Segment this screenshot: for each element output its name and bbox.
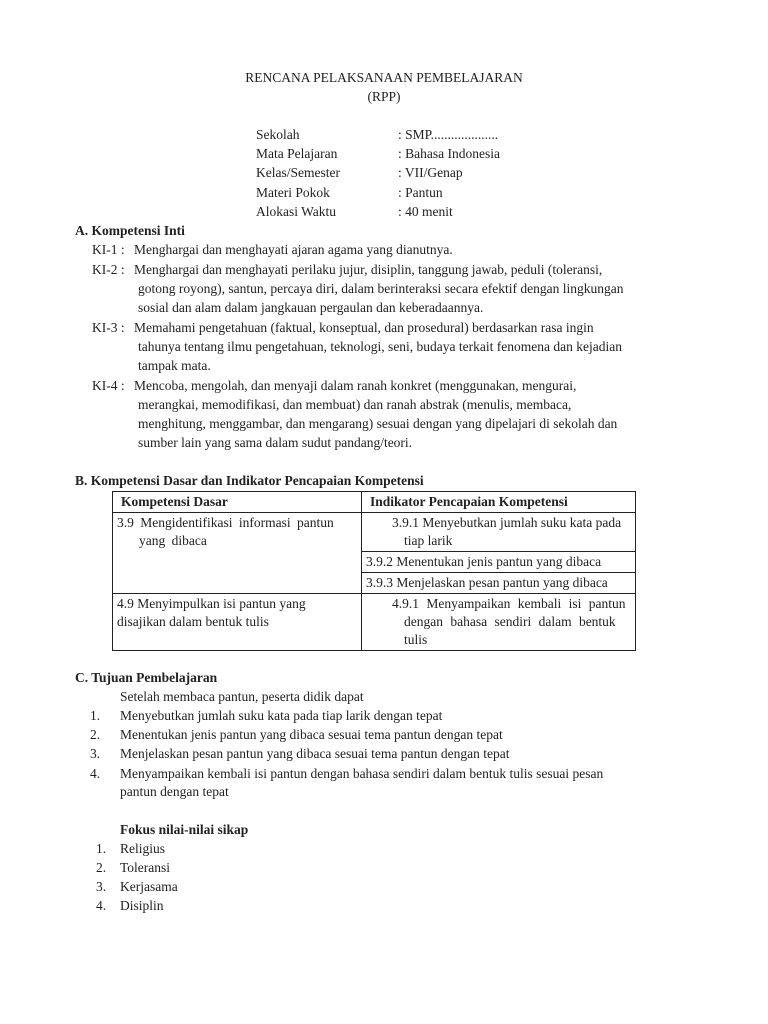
- list-number: 2.: [96, 860, 107, 875]
- kd-cell: 3.9 Mengidentifikasi informasi pantun yang dibaca: [113, 513, 362, 594]
- ipk-cell: 4.9.1 Menyampaikan kembali isi pantun dengan bahasa sendiri dalam bentuk tulis: [362, 594, 636, 651]
- list-number: 2.: [90, 727, 101, 742]
- list-number: 1.: [90, 708, 101, 723]
- list-item: Kerjasama: [120, 879, 178, 894]
- identity-value: : Pantun: [398, 185, 443, 200]
- ki-text-line: gotong royong), santun, percaya diri, dalam berinteraksi secara efektif dengan lingkungan: [138, 281, 624, 296]
- list-number: 4.: [90, 766, 101, 781]
- identity-value: : VII/Genap: [398, 165, 463, 180]
- ipk-cell: 3.9.2 Menentukan jenis pantun yang dibaca: [362, 552, 636, 573]
- ki-text-line: tampak mata.: [138, 358, 211, 373]
- kd-cell: 4.9 Menyimpulkan isi pantun yang disajikan dalam bentuk tulis: [113, 594, 362, 651]
- list-item: pantun dengan tepat: [120, 784, 229, 799]
- table-header-row: [113, 492, 636, 513]
- document-subtitle: (RPP): [367, 89, 401, 104]
- list-number: 1.: [96, 841, 107, 856]
- identity-label: Kelas/Semester: [256, 165, 340, 180]
- section-c-intro: Setelah membaca pantun, peserta didik dapat: [120, 689, 364, 704]
- table-row: [113, 513, 636, 552]
- list-item: Religius: [120, 841, 166, 856]
- document-title: RENCANA PELAKSANAAN PEMBELAJARAN: [245, 70, 523, 85]
- ki-code: KI-3 :: [92, 320, 125, 335]
- list-item: Menentukan jenis pantun yang dibaca sesuai tema pantun dengan tepat: [120, 727, 503, 742]
- table-header-cell: Indikator Pencapaian Kompetensi: [362, 492, 636, 513]
- list-item: Menyampaikan kembali isi pantun dengan bahasa sendiri dalam bentuk tulis sesuai pesan: [120, 766, 604, 781]
- identity-value: : SMP....................: [398, 127, 499, 142]
- list-item: Menyebutkan jumlah suku kata pada tiap larik dengan tepat: [120, 708, 443, 723]
- section-a-heading: A. Kompetensi Inti: [75, 223, 185, 238]
- ki-text-line: sumber lain yang sama dalam sudut pandang/teori.: [138, 435, 413, 450]
- ki-text-line: tahunya tentang ilmu pengetahuan, teknologi, seni, budaya terkait fenomena dan kejadian: [138, 339, 622, 354]
- list-item: Menjelaskan pesan pantun yang dibaca sesuai tema pantun dengan tepat: [120, 746, 510, 761]
- ki-text-line: merangkai, memodifikasi, dan membuat) dan ranah abstrak (menulis, membaca,: [138, 397, 572, 412]
- ki-code: KI-4 :: [92, 378, 125, 393]
- list-number: 3.: [96, 879, 107, 894]
- table-row: [113, 594, 636, 651]
- identity-label: Mata Pelajaran: [256, 146, 338, 161]
- identity-value: : Bahasa Indonesia: [398, 146, 500, 161]
- ki-code: KI-2 :: [92, 262, 125, 277]
- identity-label: Alokasi Waktu: [256, 204, 337, 219]
- ki-text-line: sosial dan alam dalam jangkauan pergaulan dan keberadaannya.: [138, 300, 484, 315]
- ki-text-line: menghitung, menggambar, dan mengarang) sesuai dengan yang dipelajari di sekolah dan: [138, 416, 618, 431]
- list-number: 4.: [96, 898, 107, 913]
- list-item: Disiplin: [120, 898, 164, 913]
- list-number: 3.: [90, 746, 101, 761]
- ipk-cell: 3.9.1 Menyebutkan jumlah suku kata pada tiap larik: [362, 513, 636, 552]
- section-b-heading: B. Kompetensi Dasar dan Indikator Pencapaian Kompetensi: [75, 473, 424, 488]
- identity-label: Sekolah: [256, 127, 300, 142]
- list-item: Toleransi: [120, 860, 171, 875]
- ki-text-line: Menghargai dan menghayati perilaku jujur, disiplin, tanggung jawab, peduli (toleransi,: [134, 262, 603, 277]
- table-header-cell: Kompetensi Dasar: [113, 492, 362, 513]
- ki-text-line: Memahami pengetahuan (faktual, konseptual, dan prosedural) berdasarkan rasa ingin: [134, 320, 594, 335]
- section-c-heading: C. Tujuan Pembelajaran: [75, 670, 218, 685]
- ki-text-line: Menghargai dan menghayati ajaran agama yang dianutnya.: [134, 242, 453, 257]
- ipk-cell: 3.9.3 Menjelaskan pesan pantun yang dibaca: [362, 573, 636, 594]
- ki-code: KI-1 :: [92, 242, 125, 257]
- identity-value: : 40 menit: [398, 204, 453, 219]
- ki-text-line: Mencoba, mengolah, dan menyaji dalam ranah konkret (menggunakan, mengurai,: [134, 378, 577, 393]
- identity-label: Materi Pokok: [256, 185, 330, 200]
- focus-heading: Fokus nilai-nilai sikap: [120, 822, 249, 837]
- competency-table: [112, 491, 636, 651]
